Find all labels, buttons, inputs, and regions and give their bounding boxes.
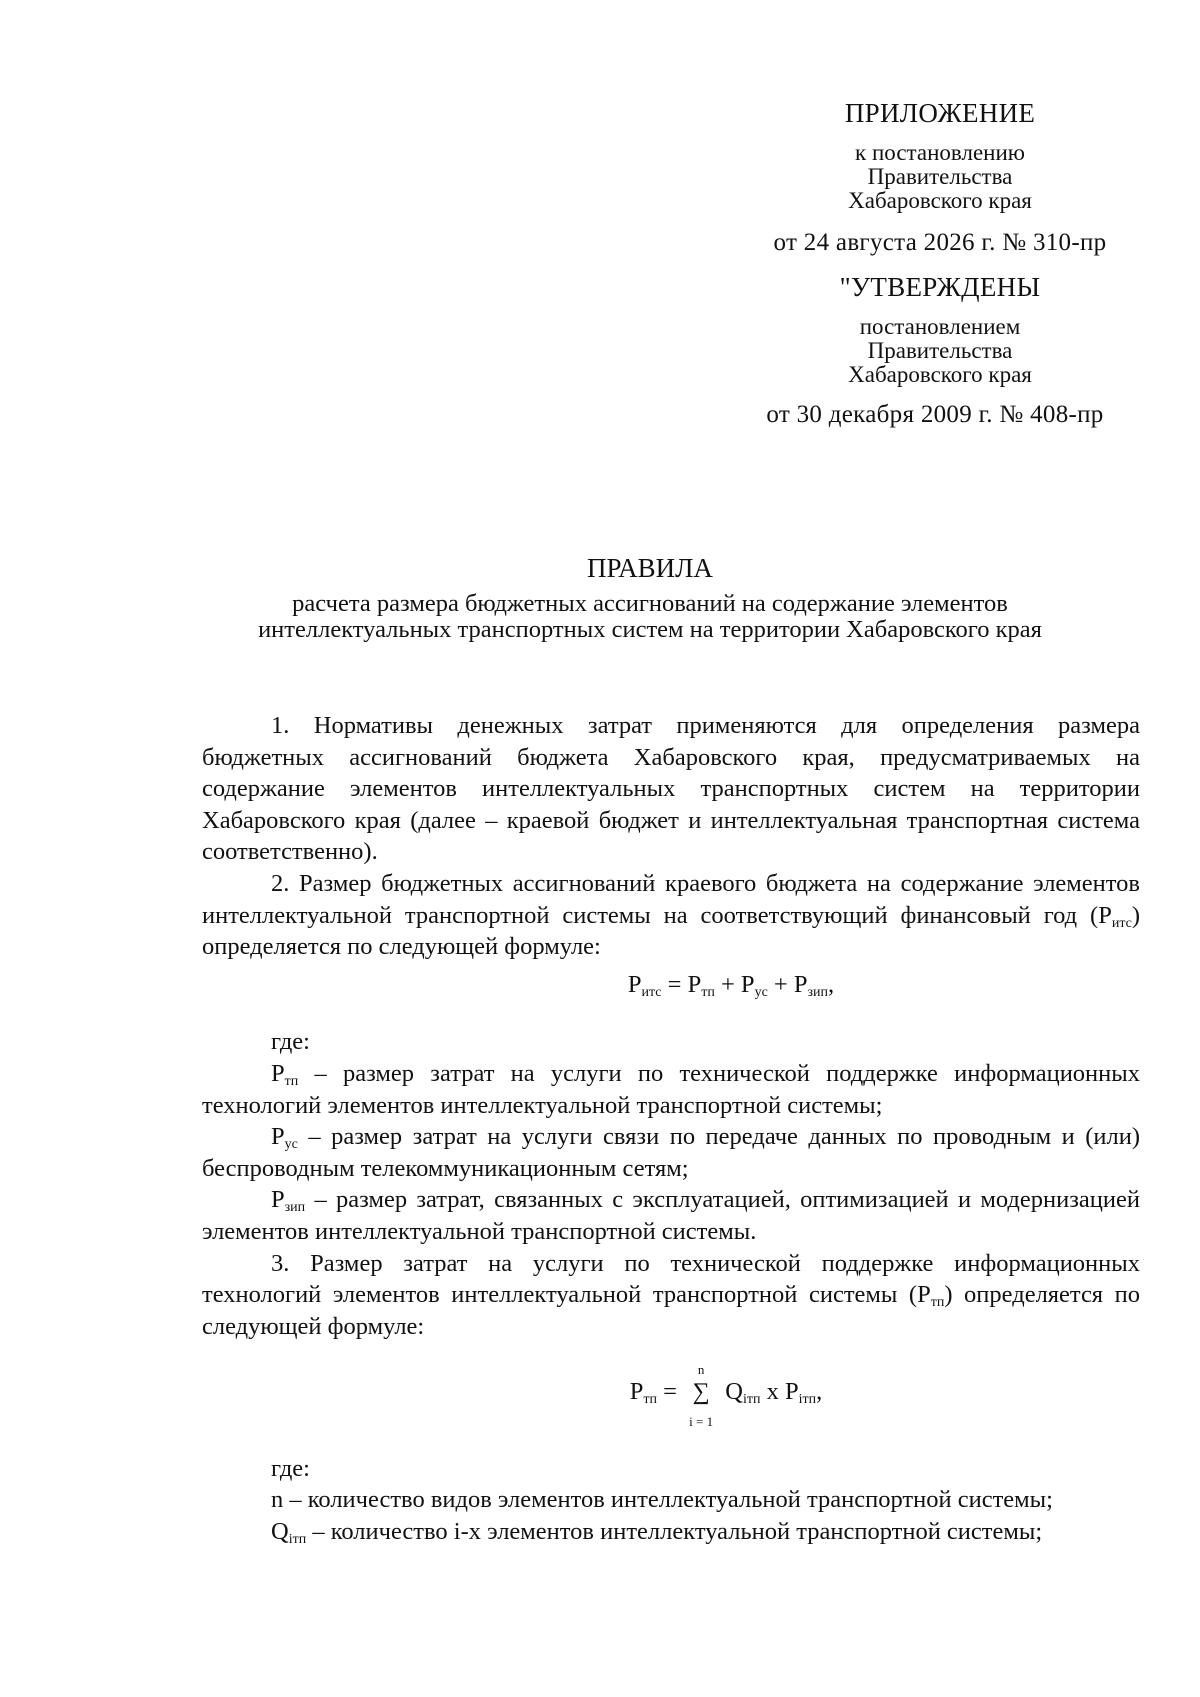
- original-resolution-date-number: от 30 декабря 2009 г. № 408-пр: [766, 401, 1104, 428]
- region-line: Хабаровского края: [848, 188, 1032, 213]
- definition-us: $P_{ус}$ – размер затрат на услуги связи по передаче данных по проводным и (или) беспроводным телекоммуникационным сетям;: [202, 1123, 1140, 1182]
- to-resolution-line: к постановлению: [855, 140, 1025, 165]
- summation: [683, 1362, 719, 1430]
- summation-lower-limit: i = 1: [689, 1414, 714, 1430]
- document-subtitle-line-2: интеллектуальных транспортных систем на территории Хабаровского края: [258, 616, 1042, 643]
- definition-zip: $P_{зип}$ – размер затрат, связанных с эксплуатацией, оптимизацией и модернизацией элементов интеллектуальной транспортной системы.: [202, 1186, 1140, 1245]
- where-label-1: где:: [271, 1028, 310, 1056]
- resolution-date-number: от 24 августа 2026 г. № 310-пр: [773, 229, 1107, 256]
- paragraph-1: 1. Нормативы денежных затрат применяются для определения размера бюджетных ассигнований бюджета Хабаровского края, предусматриваемых на содержание элементов интеллектуальных транспортных систем на территории Хабаровского края (далее – краевой бюджет и интеллектуальная транспортная система соответственно).: [202, 712, 1140, 866]
- paragraph-3: 3. Размер затрат на услуги по технической поддержке информационных технологий элементов интеллектуальной транспортной системы $(P_{тп})$ определяется по следующей формуле:: [202, 1249, 1141, 1340]
- where-label-2: где:: [271, 1454, 310, 1482]
- government-line-2: Правительства: [867, 338, 1013, 363]
- document-body: [202, 710, 1140, 1548]
- approved-heading: "УТВЕРЖДЕНЫ: [839, 272, 1041, 302]
- definition-n: n – количество видов элементов интеллектуальной транспортной системы;: [271, 1486, 1053, 1514]
- document-title-block: [180, 553, 1120, 643]
- definition-q: $Q_{iтп}$ – количество i-х элементов интеллектуальной транспортной системы;: [271, 1518, 1043, 1548]
- by-resolution-line: постановлением: [859, 314, 1021, 339]
- summation-upper-limit: n: [697, 1362, 705, 1378]
- summation-sign: ∑: [692, 1379, 710, 1406]
- approval-block: [740, 0, 1140, 428]
- government-line: Правительства: [867, 164, 1013, 189]
- definition-tp: $P_{тп}$ – размер затрат на услуги по технической поддержке информационных технологий элементов интеллектуальной транспортной системы;: [202, 1059, 1140, 1119]
- appendix-heading: ПРИЛОЖЕНИЕ: [844, 98, 1036, 128]
- region-line-2: Хабаровского края: [848, 362, 1032, 387]
- document-title: ПРАВИЛА: [587, 553, 713, 583]
- formula-total-cost: $P_{итс} = P_{тп} + P_{ус} + P_{зип}$,: [627, 970, 835, 1000]
- document-subtitle-line-1: расчета размера бюджетных ассигнований на содержание элементов: [292, 590, 1008, 617]
- formula-tech-support-cost: $P_{тп}$ = n ∑ i = 1 $Q_{iтп}$ x $P_{iтп}$,: [202, 1376, 1140, 1409]
- paragraph-2: 2. Размер бюджетных ассигнований краевого бюджета на содержание элементов интеллектуальной транспортной системы на соответствующий финансовый год $(P_{итс})$ определяется по следующей формуле:: [202, 869, 1140, 961]
